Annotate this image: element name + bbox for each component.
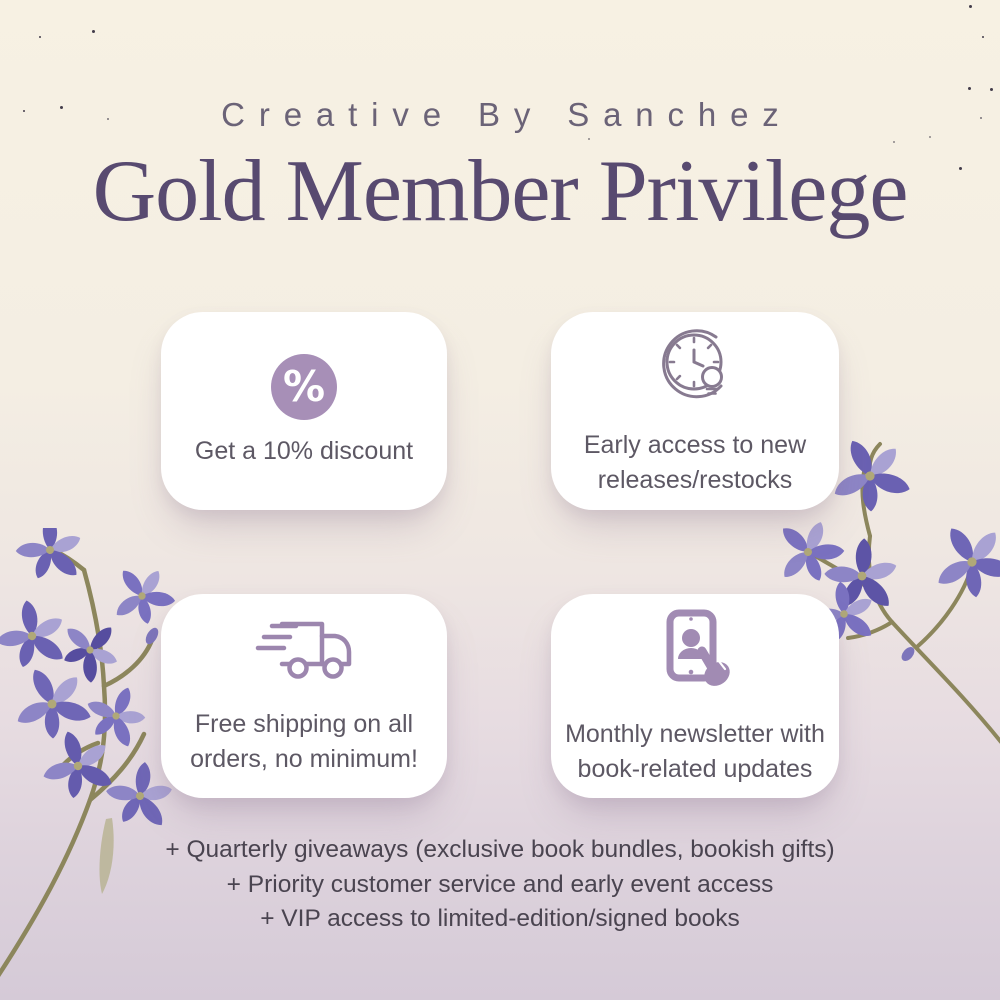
clock-lightbulb-icon — [653, 325, 737, 414]
page-title: Gold Member Privilege — [92, 143, 908, 240]
benefit-card-discount — [161, 312, 447, 510]
percent-glyph: % — [282, 361, 326, 411]
benefit-label-discount: Get a 10% discount — [194, 436, 414, 465]
benefit-label-free-shipping: Free shipping on all orders, no minimum! — [190, 710, 418, 773]
extra-perks-list — [0, 833, 1000, 937]
benefit-card-free-shipping — [161, 594, 447, 798]
brand-name: Creative By Sanchez — [221, 96, 793, 133]
delivery-truck-icon — [252, 616, 356, 693]
benefit-cards-grid — [0, 312, 1000, 798]
benefit-card-newsletter — [551, 594, 839, 798]
percent-icon — [271, 354, 337, 420]
benefit-label-early-access: Early access to new releases/restocks — [583, 431, 807, 494]
perk-line-priority-service: + Priority customer service and early event access — [226, 870, 774, 898]
benefit-card-early-access — [551, 312, 839, 510]
perk-line-giveaways: + Quarterly giveaways (exclusive book bundles, bookish gifts) — [165, 836, 835, 863]
tablet-tap-newsletter-icon — [649, 606, 741, 703]
benefit-label-newsletter: Monthly newsletter with book-related updates — [565, 720, 825, 783]
perk-line-vip-access: + VIP access to limited-edition/signed books — [260, 905, 740, 932]
